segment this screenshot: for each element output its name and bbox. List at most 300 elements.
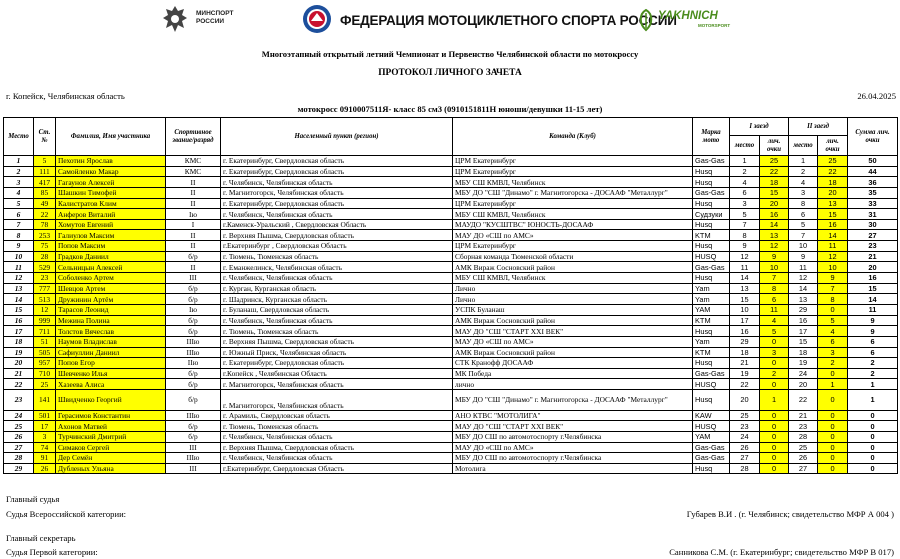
cell-race1-pos: 24 — [730, 431, 760, 442]
cell-race1-pts: 6 — [760, 294, 789, 305]
cell-race1-pos: 18 — [730, 347, 760, 358]
cell-sum: 0 — [848, 442, 898, 453]
cell-moto: Gas-Gas — [693, 262, 730, 273]
cell-moto: HUSQ — [693, 379, 730, 390]
cell-start-no: 417 — [34, 177, 56, 188]
cell-city: г.Копейск , Челябинская Область — [221, 368, 453, 379]
sponsor-sub: MOTORSPORT — [698, 23, 731, 28]
cell-city: г. Челябинск, Челябинская область — [221, 453, 453, 464]
cell-moto: KTM — [693, 315, 730, 326]
cell-place: 18 — [4, 336, 34, 347]
cell-team: СТК Кранофф ДОСААФ — [453, 358, 693, 369]
cell-rank: б/р — [166, 251, 221, 262]
cell-team: МБУ ДО СШ по автомотоспорту г.Челябинска — [453, 453, 693, 464]
cell-race2-pos: 21 — [789, 410, 818, 421]
cell-race1-pts: 5 — [760, 326, 789, 337]
cell-name: Дубленых Ульяна — [56, 463, 166, 474]
cell-place: 24 — [4, 410, 34, 421]
cell-sum: 30 — [848, 219, 898, 230]
cell-start-no: 501 — [34, 410, 56, 421]
cell-team: МБУ СШ КМВЛ, Челябинск — [453, 273, 693, 284]
cell-race2-pos: 29 — [789, 304, 818, 315]
cell-race1-pos: 6 — [730, 187, 760, 198]
cell-team: МАУ ДО "СШ "СТАРТ XXI ВЕК" — [453, 421, 693, 432]
cell-rank: б/р — [166, 315, 221, 326]
cell-start-no: 999 — [34, 315, 56, 326]
cell-race1-pts: 3 — [760, 347, 789, 358]
cell-race2-pts: 10 — [818, 262, 848, 273]
cell-race2-pts: 11 — [818, 241, 848, 252]
cell-start-no: 711 — [34, 326, 56, 337]
col-team: Команда (Клуб) — [453, 118, 693, 156]
cell-rank: II — [166, 177, 221, 188]
cell-race2-pts: 0 — [818, 410, 848, 421]
cell-race1-pts: 0 — [760, 431, 789, 442]
cell-name: Турчинский Дмитрий — [56, 431, 166, 442]
cell-race2-pos: 10 — [789, 241, 818, 252]
cell-start-no: 74 — [34, 442, 56, 453]
cell-race2-pos: 26 — [789, 453, 818, 464]
cell-race2-pts: 13 — [818, 198, 848, 209]
cell-team: МАУ ДО "СШ "СТАРТ XXI ВЕК" — [453, 326, 693, 337]
cell-race1-pts: 1 — [760, 390, 789, 411]
cell-city: г. Екатеринбург, Свердловская область — [221, 358, 453, 369]
secretary-name: Санникова С.М. (г. Екатеринбург; свидетельство МФР В 017) — [669, 547, 894, 557]
cell-place: 11 — [4, 262, 34, 273]
cell-city: г. Екатеринбург, Свердловская область — [221, 156, 453, 167]
cell-moto: Husq — [693, 177, 730, 188]
cell-rank: б/р — [166, 368, 221, 379]
cell-city: г. Магнитогорск, Челябинская область — [221, 390, 453, 411]
cell-team: МАУ ДО «СШ по АМС» — [453, 230, 693, 241]
table-row — [4, 241, 898, 252]
cell-race1-pts: 11 — [760, 304, 789, 315]
cell-moto: HUSQ — [693, 251, 730, 262]
cell-city: г. Еманжелинск, Челябинская область — [221, 262, 453, 273]
cell-race1-pos: 15 — [730, 294, 760, 305]
cell-race2-pts: 1 — [818, 379, 848, 390]
cell-moto: KTM — [693, 347, 730, 358]
cell-rank: КМС — [166, 156, 221, 167]
cell-moto: YAM — [693, 304, 730, 315]
cell-team: МАУДО "КУСШТВС" ЮНОСТЬ-ДОСААФ — [453, 219, 693, 230]
cell-race1-pos: 28 — [730, 463, 760, 474]
cell-moto: Gas-Gas — [693, 453, 730, 464]
cell-race1-pts: 0 — [760, 358, 789, 369]
cell-race2-pos: 12 — [789, 273, 818, 284]
cell-start-no: 28 — [34, 251, 56, 262]
sponsor-leaf-icon — [636, 8, 656, 32]
table-row — [4, 368, 898, 379]
cell-name: Тарасов Леонид — [56, 304, 166, 315]
cell-sum: 0 — [848, 463, 898, 474]
cell-race1-pos: 27 — [730, 453, 760, 464]
cell-start-no: 253 — [34, 230, 56, 241]
cell-moto: Yam — [693, 336, 730, 347]
cell-race1-pos: 19 — [730, 368, 760, 379]
cell-place: 29 — [4, 463, 34, 474]
col-race2-pos: место — [789, 136, 818, 156]
cell-sum: 27 — [848, 230, 898, 241]
col-race2: II заезд — [789, 118, 848, 136]
cell-rank: б/р — [166, 431, 221, 442]
cell-city: г. Челябинск, Челябинская область — [221, 209, 453, 220]
cell-name: Шевченко Илья — [56, 368, 166, 379]
table-row — [4, 283, 898, 294]
cell-team: ЦРМ Екатеринбург — [453, 166, 693, 177]
cell-team: УСПК Буланаш — [453, 304, 693, 315]
cell-moto: Husq — [693, 198, 730, 209]
cell-race2-pos: 20 — [789, 379, 818, 390]
cell-moto: KTM — [693, 230, 730, 241]
cell-start-no: 513 — [34, 294, 56, 305]
judge-title: Главный судья — [6, 494, 60, 504]
cell-name: Пехотин Ярослав — [56, 156, 166, 167]
cell-team: МБУ СШ КМВЛ, Челябинск — [453, 209, 693, 220]
cell-city: г. Челябинск, Челябинская область — [221, 431, 453, 442]
cell-race1-pts: 0 — [760, 410, 789, 421]
cell-city: г. Тюмень, Тюменская область — [221, 251, 453, 262]
cell-race1-pos: 17 — [730, 315, 760, 326]
cell-place: 9 — [4, 241, 34, 252]
cell-rank: IIIю — [166, 347, 221, 358]
cell-moto: Husq — [693, 273, 730, 284]
federation-logo — [302, 4, 677, 36]
cell-race1-pts: 0 — [760, 463, 789, 474]
cell-start-no: 777 — [34, 283, 56, 294]
cell-sum: 0 — [848, 421, 898, 432]
cell-race2-pos: 17 — [789, 326, 818, 337]
cell-moto: Gas-Gas — [693, 187, 730, 198]
cell-rank: б/р — [166, 421, 221, 432]
cell-start-no: 3 — [34, 431, 56, 442]
cell-sum: 9 — [848, 326, 898, 337]
cell-team: Лично — [453, 294, 693, 305]
sponsor-name: YAKHNICH — [658, 10, 718, 22]
cell-race2-pts: 0 — [818, 431, 848, 442]
cell-race2-pts: 2 — [818, 358, 848, 369]
cell-race1-pos: 22 — [730, 379, 760, 390]
cell-team: АМК Вираж Сосновский район — [453, 315, 693, 326]
cell-start-no: 85 — [34, 187, 56, 198]
cell-name: Градков Даниил — [56, 251, 166, 262]
cell-name: Наумов Владислав — [56, 336, 166, 347]
cell-place: 27 — [4, 442, 34, 453]
judge-name: Губарев В.И . (г. Челябинск; свидетельство МФР А 004 ) — [686, 509, 894, 519]
col-sum: Сумма лич. очки — [848, 118, 898, 156]
cell-race2-pts: 0 — [818, 453, 848, 464]
cell-city: г. Верхняя Пышма, Свердловская область — [221, 442, 453, 453]
cell-place: 7 — [4, 219, 34, 230]
cell-race2-pts: 0 — [818, 368, 848, 379]
cell-race1-pts: 10 — [760, 262, 789, 273]
table-row — [4, 251, 898, 262]
cell-sum: 16 — [848, 273, 898, 284]
cell-team: ЦРМ Екатеринбург — [453, 198, 693, 209]
cell-sum: 44 — [848, 166, 898, 177]
cell-race1-pos: 20 — [730, 390, 760, 411]
minsport-line1: МИНСПОРТ — [196, 10, 234, 17]
federation-seal-icon — [302, 4, 332, 34]
cell-moto: Gas-Gas — [693, 368, 730, 379]
cell-city: г. Верхняя Пышма, Свердловская область — [221, 230, 453, 241]
cell-race1-pos: 8 — [730, 230, 760, 241]
cell-city: г. Екатеринбург, Свердловская область — [221, 198, 453, 209]
cell-race2-pts: 6 — [818, 336, 848, 347]
cell-moto: Husq — [693, 390, 730, 411]
cell-rank: II — [166, 241, 221, 252]
cell-race1-pts: 15 — [760, 187, 789, 198]
cell-race1-pos: 12 — [730, 251, 760, 262]
cell-race2-pts: 15 — [818, 209, 848, 220]
table-row — [4, 336, 898, 347]
cell-place: 4 — [4, 187, 34, 198]
secretary-title: Главный секретарь — [6, 533, 76, 543]
cell-name: Соболенко Артем — [56, 273, 166, 284]
cell-name: Герасимов Константин — [56, 410, 166, 421]
cell-start-no: 111 — [34, 166, 56, 177]
cell-race1-pts: 20 — [760, 198, 789, 209]
table-row — [4, 219, 898, 230]
cell-sum: 31 — [848, 209, 898, 220]
cell-race1-pts: 0 — [760, 379, 789, 390]
table-row — [4, 156, 898, 167]
cell-race1-pts: 8 — [760, 283, 789, 294]
cell-moto: Husq — [693, 463, 730, 474]
cell-place: 2 — [4, 166, 34, 177]
cell-race2-pos: 11 — [789, 262, 818, 273]
cell-race1-pos: 1 — [730, 156, 760, 167]
cell-race1-pos: 21 — [730, 358, 760, 369]
cell-race1-pos: 29 — [730, 336, 760, 347]
cell-team: МБУ ДО "СШ "Динамо" г. Магнитогорска - ДОСААФ "Металлург" — [453, 187, 693, 198]
cell-sum: 6 — [848, 347, 898, 358]
cell-rank: б/р — [166, 379, 221, 390]
table-row — [4, 453, 898, 464]
cell-race1-pos: 2 — [730, 166, 760, 177]
cell-race1-pts: 0 — [760, 442, 789, 453]
col-rank: Спортивное звание/разряд — [166, 118, 221, 156]
cell-team: лично — [453, 379, 693, 390]
cell-race2-pos: 8 — [789, 198, 818, 209]
cell-race2-pos: 3 — [789, 187, 818, 198]
cell-start-no: 710 — [34, 368, 56, 379]
cell-rank: IIIю — [166, 453, 221, 464]
cell-moto: Husq — [693, 241, 730, 252]
cell-race2-pos: 22 — [789, 390, 818, 411]
cell-race1-pos: 10 — [730, 304, 760, 315]
cell-race2-pos: 28 — [789, 431, 818, 442]
cell-race2-pos: 14 — [789, 283, 818, 294]
cell-sum: 20 — [848, 262, 898, 273]
cell-place: 12 — [4, 273, 34, 284]
col-place: Место — [4, 118, 34, 156]
cell-race2-pos: 6 — [789, 209, 818, 220]
cell-rank: III — [166, 273, 221, 284]
cell-moto: Husq — [693, 219, 730, 230]
cell-moto: HUSQ — [693, 421, 730, 432]
logo-bar — [0, 0, 900, 40]
cell-place: 13 — [4, 283, 34, 294]
table-row — [4, 166, 898, 177]
cell-race1-pts: 22 — [760, 166, 789, 177]
cell-rank: II — [166, 198, 221, 209]
cell-rank: II — [166, 230, 221, 241]
cell-place: 17 — [4, 326, 34, 337]
results-table — [3, 117, 898, 474]
cell-sum: 36 — [848, 177, 898, 188]
cell-race2-pts: 14 — [818, 230, 848, 241]
cell-race2-pos: 24 — [789, 368, 818, 379]
protocol-title: ПРОТОКОЛ ЛИЧНОГО ЗАЧЕТА — [378, 68, 522, 78]
cell-name: Анферов Виталий — [56, 209, 166, 220]
cell-race1-pos: 4 — [730, 177, 760, 188]
cell-city: г. Челябинск, Челябинская область — [221, 177, 453, 188]
cell-race1-pos: 23 — [730, 421, 760, 432]
cell-name: Хазеева Алиса — [56, 379, 166, 390]
judge-category: Судья Всероссийской категории: — [6, 509, 127, 519]
cell-race2-pos: 27 — [789, 463, 818, 474]
cell-name: Гагаунов Алексей — [56, 177, 166, 188]
cell-team: МБУ ДО СШ по автомотоспорту г.Челябинска — [453, 431, 693, 442]
cell-race2-pts: 4 — [818, 326, 848, 337]
cell-race1-pts: 18 — [760, 177, 789, 188]
cell-race2-pts: 0 — [818, 304, 848, 315]
cell-place: 8 — [4, 230, 34, 241]
cell-race2-pts: 8 — [818, 294, 848, 305]
cell-moto: KAW — [693, 410, 730, 421]
cell-race2-pos: 7 — [789, 230, 818, 241]
cell-race1-pts: 0 — [760, 336, 789, 347]
cell-name: Сельницын Алексей — [56, 262, 166, 273]
cell-start-no: 78 — [34, 219, 56, 230]
table-row — [4, 463, 898, 474]
cell-race2-pts: 0 — [818, 390, 848, 411]
cell-team: МБУ СШ КМВЛ, Челябинск — [453, 177, 693, 188]
cell-race1-pos: 9 — [730, 241, 760, 252]
cell-name: Самойленко Макар — [56, 166, 166, 177]
cell-race2-pts: 3 — [818, 347, 848, 358]
table-row — [4, 198, 898, 209]
cell-sum: 50 — [848, 156, 898, 167]
sponsor-logo — [636, 7, 756, 35]
event-date: 26.04.2025 — [857, 91, 896, 101]
cell-city: г. Екатеринбург, Свердловская область — [221, 166, 453, 177]
cell-race2-pos: 15 — [789, 336, 818, 347]
cell-race2-pos: 23 — [789, 421, 818, 432]
cell-place: 6 — [4, 209, 34, 220]
cell-team: МАУ ДО «СШ по АМС» — [453, 336, 693, 347]
cell-name: Попов Егор — [56, 358, 166, 369]
cell-rank: б/р — [166, 326, 221, 337]
cell-city: г. Тюмень, Тюменская область — [221, 326, 453, 337]
cell-race2-pts: 18 — [818, 177, 848, 188]
cell-place: 28 — [4, 453, 34, 464]
cell-sum: 0 — [848, 431, 898, 442]
cell-start-no: 75 — [34, 241, 56, 252]
federation-name: ФЕДЕРАЦИЯ МОТОЦИКЛЕТНОГО СПОРТА РОССИИ — [340, 13, 677, 28]
cell-team: АНО КТВС "МОТОЛИГА" — [453, 410, 693, 421]
cell-start-no: 23 — [34, 273, 56, 284]
table-row — [4, 294, 898, 305]
cell-place: 20 — [4, 358, 34, 369]
cell-race2-pts: 9 — [818, 273, 848, 284]
cell-start-no: 957 — [34, 358, 56, 369]
cell-rank: III — [166, 463, 221, 474]
cell-race2-pts: 7 — [818, 283, 848, 294]
cell-place: 23 — [4, 390, 34, 411]
cell-race1-pos: 16 — [730, 326, 760, 337]
table-row — [4, 442, 898, 453]
cell-city: г. Магнитогорск, Челябинская область — [221, 187, 453, 198]
cell-city: г.Екатеринбург , Свердловская Область — [221, 241, 453, 252]
col-start-no: Ст. № — [34, 118, 56, 156]
col-race1-pts: лич. очки — [760, 136, 789, 156]
cell-race1-pos: 5 — [730, 209, 760, 220]
cell-race1-pos: 26 — [730, 442, 760, 453]
cell-sum: 2 — [848, 368, 898, 379]
cell-city: г. Южный Приск, Челябинская область — [221, 347, 453, 358]
cell-name: Толстов Вячеслав — [56, 326, 166, 337]
cell-rank: б/р — [166, 390, 221, 411]
cell-moto: Gas-Gas — [693, 442, 730, 453]
cell-name: Швидченко Георгий — [56, 390, 166, 411]
cell-city: г. Буланаш, Свердловская область — [221, 304, 453, 315]
cell-team: АМК Вираж Сосновский район — [453, 347, 693, 358]
cell-race2-pos: 16 — [789, 315, 818, 326]
eagle-emblem-icon — [160, 4, 190, 34]
cell-moto: Судзуки — [693, 209, 730, 220]
cell-place: 1 — [4, 156, 34, 167]
cell-race1-pts: 7 — [760, 273, 789, 284]
col-race1-pos: место — [730, 136, 760, 156]
cell-team: Мотолига — [453, 463, 693, 474]
cell-race2-pts: 22 — [818, 166, 848, 177]
cell-sum: 0 — [848, 453, 898, 464]
table-row — [4, 390, 898, 411]
cell-start-no: 22 — [34, 209, 56, 220]
cell-name: Шевцов Артем — [56, 283, 166, 294]
cell-race2-pts: 25 — [818, 156, 848, 167]
cell-race2-pts: 16 — [818, 219, 848, 230]
cell-race1-pos: 13 — [730, 283, 760, 294]
cell-team: Лично — [453, 283, 693, 294]
cell-sum: 11 — [848, 304, 898, 315]
event-place: г. Копейск, Челябинская область — [6, 91, 125, 101]
cell-rank: IIю — [166, 358, 221, 369]
cell-race1-pts: 14 — [760, 219, 789, 230]
cell-moto: Husq — [693, 326, 730, 337]
cell-place: 19 — [4, 347, 34, 358]
cell-moto: Gas-Gas — [693, 156, 730, 167]
col-name: Фамилия, Имя участника — [56, 118, 166, 156]
cell-sum: 33 — [848, 198, 898, 209]
cell-rank: III — [166, 442, 221, 453]
cell-race1-pos: 11 — [730, 262, 760, 273]
col-moto: Марка мото — [693, 118, 730, 156]
table-row — [4, 347, 898, 358]
cell-name: Симаков Сергей — [56, 442, 166, 453]
cell-team: МК Победа — [453, 368, 693, 379]
cell-place: 21 — [4, 368, 34, 379]
table-row — [4, 421, 898, 432]
event-title: Многоэтапный открытый летний Чемпионат и Первенство Челябинской области по мотокроссу — [261, 49, 639, 59]
secretary-category: Судья Первой категории: — [6, 547, 98, 557]
table-row — [4, 230, 898, 241]
cell-city: г. Челябинск, Челябинская область — [221, 273, 453, 284]
table-row — [4, 304, 898, 315]
cell-team: АМК Вираж Сосновский район — [453, 262, 693, 273]
